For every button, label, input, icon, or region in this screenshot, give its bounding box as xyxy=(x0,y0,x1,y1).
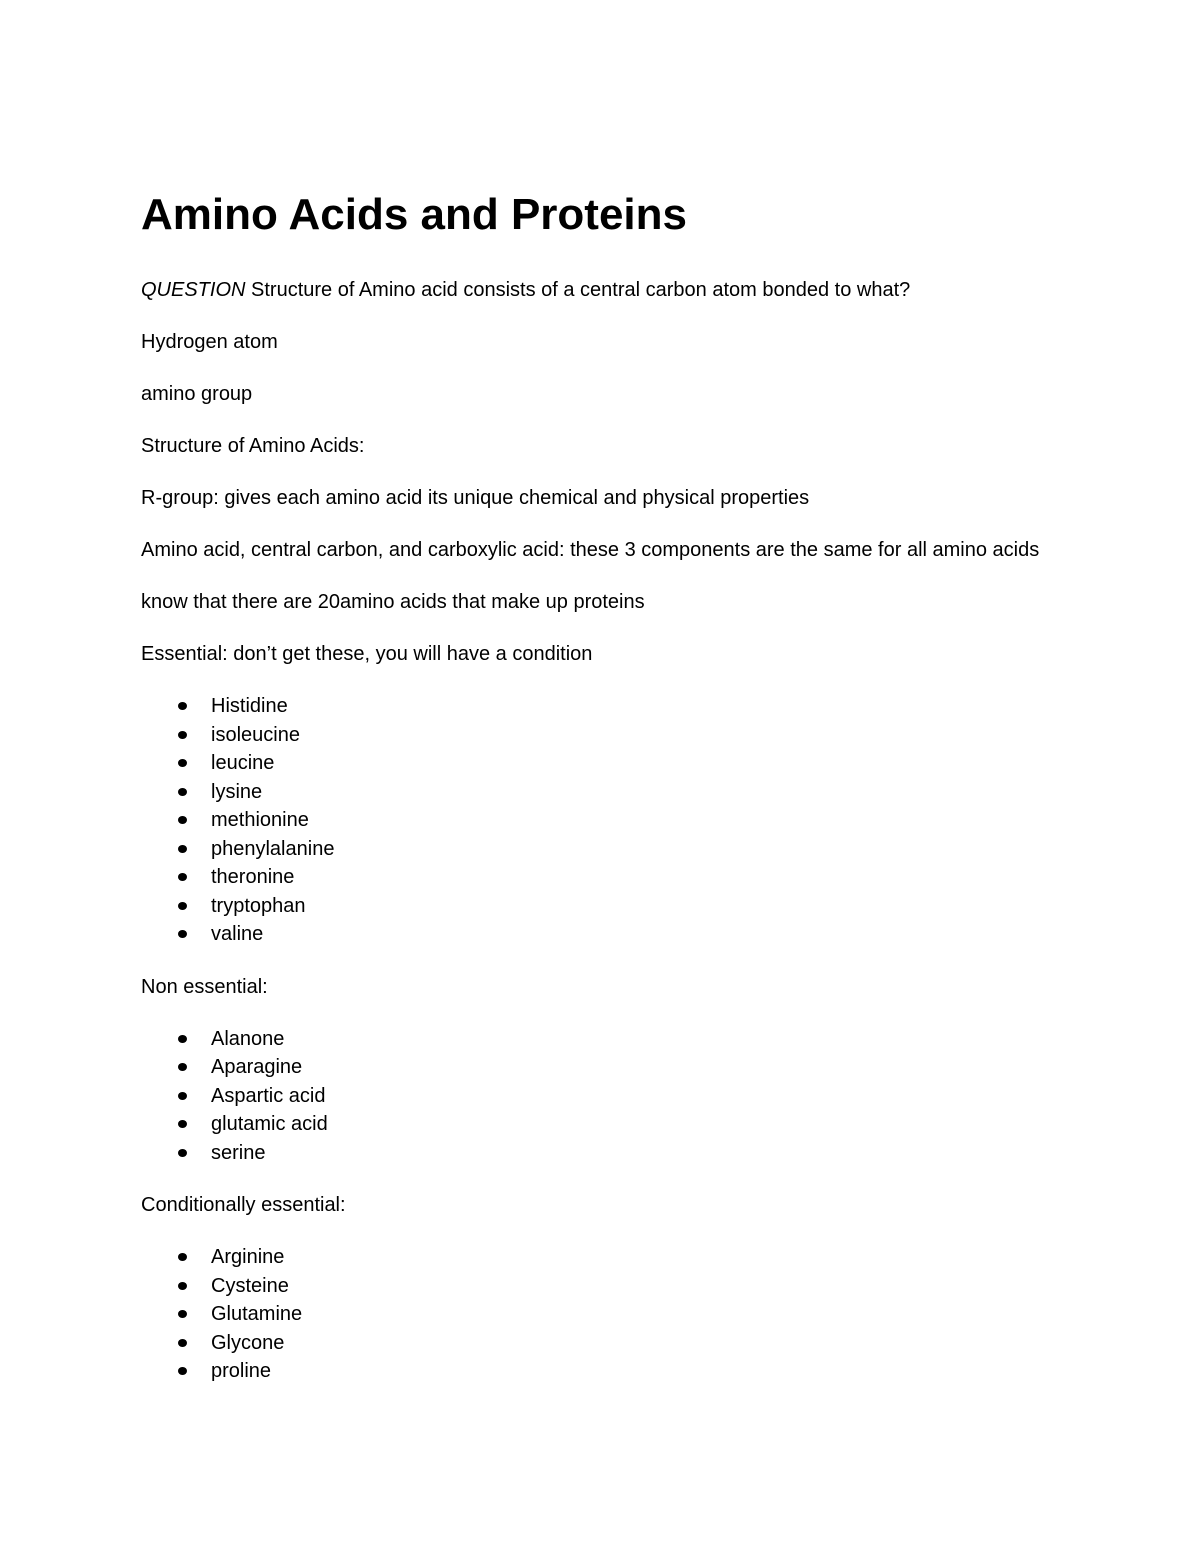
list-item xyxy=(141,1357,1071,1386)
list-item-label: serine xyxy=(211,1141,266,1164)
bullet-icon xyxy=(178,1120,187,1128)
list-item-label: Alanone xyxy=(211,1027,285,1050)
list-item xyxy=(141,920,1071,949)
bullet-icon xyxy=(178,902,187,910)
list-item-label: leucine xyxy=(211,752,275,774)
list-item-label: tryptophan xyxy=(211,894,306,917)
amino-group-line: amino group xyxy=(141,383,253,405)
components-line: Amino acid, central carbon, and carboxylic acid: these 3 components are the same for all amino acids xyxy=(141,539,1040,561)
list-item-label: theronine xyxy=(211,866,295,888)
non-essential-list xyxy=(141,1025,1071,1168)
r-group-line: R-group: gives each amino acid its unique chemical and physical properties xyxy=(141,487,810,509)
bullet-icon xyxy=(178,731,187,739)
essential-heading: Essential: don’t get these, you will have a condition xyxy=(141,643,593,665)
essential-list xyxy=(141,692,1071,949)
list-item-label: lysine xyxy=(211,780,263,803)
list-item xyxy=(141,692,1071,721)
list-item xyxy=(141,1053,1071,1082)
list-item xyxy=(141,1243,1071,1272)
list-item xyxy=(141,835,1071,864)
list-item xyxy=(141,892,1071,921)
list-item-label: methionine xyxy=(211,809,309,831)
bullet-icon xyxy=(178,1063,187,1071)
list-item xyxy=(141,1300,1071,1329)
list-item-label: proline xyxy=(211,1360,272,1382)
list-item xyxy=(141,1139,1071,1168)
list-item xyxy=(141,778,1071,807)
bullet-icon xyxy=(178,816,187,824)
bullet-icon xyxy=(178,1339,187,1347)
bullet-icon xyxy=(178,702,187,710)
question-paragraph xyxy=(141,276,1071,304)
bullet-icon xyxy=(178,1310,187,1318)
twenty-amino-acids-line: know that there are 20amino acids that make up proteins xyxy=(141,591,645,613)
list-item-label: isoleucine xyxy=(211,723,300,746)
list-item xyxy=(141,1329,1071,1358)
list-item-label: Cysteine xyxy=(211,1274,289,1297)
list-item xyxy=(141,863,1071,892)
list-item xyxy=(141,1272,1071,1301)
list-item-label: phenylalanine xyxy=(211,837,335,860)
bullet-icon xyxy=(178,788,187,796)
list-item-label: Arginine xyxy=(211,1246,285,1268)
list-item-label: Glutamine xyxy=(211,1303,303,1325)
bullet-icon xyxy=(178,1035,187,1043)
conditionally-essential-heading: Conditionally essential: xyxy=(141,1194,346,1216)
document-page xyxy=(141,190,1071,1386)
conditionally-essential-list xyxy=(141,1243,1071,1386)
list-item xyxy=(141,1110,1071,1139)
list-item-label: Histidine xyxy=(211,695,288,717)
bullet-icon xyxy=(178,1149,187,1157)
question-label: QUESTION xyxy=(141,279,246,301)
hydrogen-line: Hydrogen atom xyxy=(141,331,278,353)
list-item-label: valine xyxy=(211,923,264,945)
bullet-icon xyxy=(178,1367,187,1375)
bullet-icon xyxy=(178,873,187,881)
list-item-label: Glycone xyxy=(211,1331,285,1354)
bullet-icon xyxy=(178,845,187,853)
list-item xyxy=(141,749,1071,778)
list-item xyxy=(141,806,1071,835)
bullet-icon xyxy=(178,1282,187,1290)
list-item-label: Aspartic acid xyxy=(211,1084,326,1107)
bullet-icon xyxy=(178,930,187,938)
list-item xyxy=(141,1082,1071,1111)
list-item-label: Aparagine xyxy=(211,1056,303,1078)
list-item-label: glutamic acid xyxy=(211,1113,328,1135)
non-essential-heading: Non essential: xyxy=(141,975,268,998)
bullet-icon xyxy=(178,1253,187,1261)
question-text: Structure of Amino acid consists of a central carbon atom bonded to what? xyxy=(245,279,911,301)
structure-heading: Structure of Amino Acids: xyxy=(141,435,365,457)
list-item xyxy=(141,721,1071,750)
bullet-icon xyxy=(178,1092,187,1100)
bullet-icon xyxy=(178,759,187,767)
page-title: Amino Acids and Proteins xyxy=(141,190,688,239)
list-item xyxy=(141,1025,1071,1054)
